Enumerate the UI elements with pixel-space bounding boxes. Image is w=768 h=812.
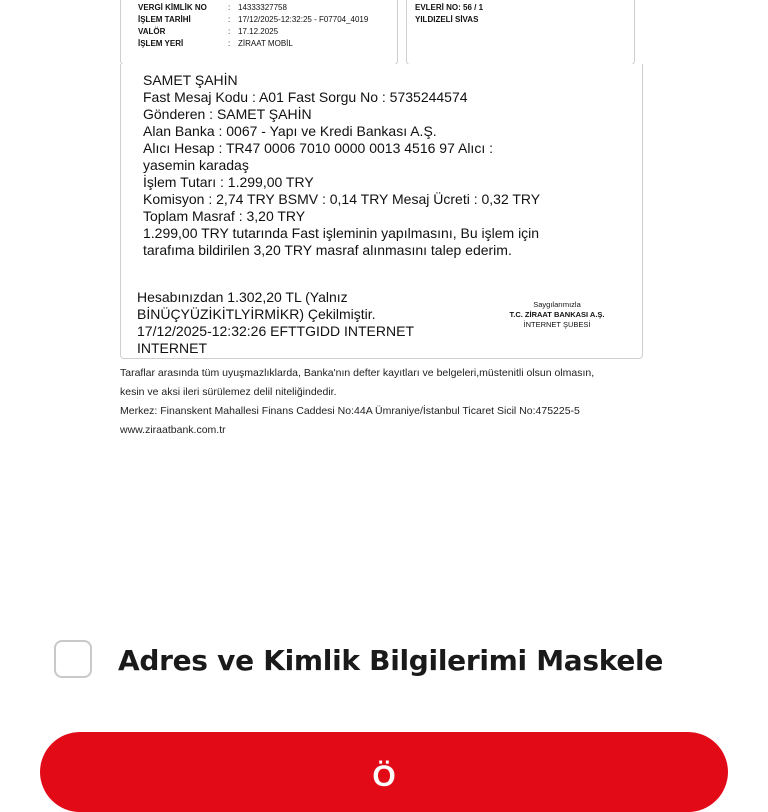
legal-address: Merkez: Finanskent Mahallesi Finans Caddesi No:44A Ümraniye/İstanbul Ticaret Sicil No:475225-5 (120, 405, 580, 417)
primary-action-button[interactable] (40, 732, 728, 812)
mask-info-label[interactable]: Adres ve Kimlik Bilgilerimi Maskele (118, 644, 664, 677)
info-colon: : (228, 3, 231, 12)
info-key: VERGİ KİMLİK NO (138, 3, 207, 12)
receipt-line: Komisyon : 2,74 TRY BSMV : 0,14 TRY Mesaj Ücreti : 0,32 TRY (143, 191, 541, 207)
debit-line: INTERNET (137, 340, 207, 356)
debit-line: 17/12/2025-12:32:26 EFTTGIDD INTERNET (137, 323, 414, 339)
info-key: VALÖR (138, 27, 166, 36)
mask-info-checkbox[interactable] (54, 640, 92, 678)
transaction-info-box (120, 0, 398, 65)
legal-text: kesin ve aksi ileri sürülemez delil niteliğindedir. (120, 386, 337, 398)
info-key: İŞLEM TARİHİ (138, 15, 191, 24)
info-colon: : (228, 27, 231, 36)
receipt-line: tarafıma bildirilen 3,20 TRY masraf alınmasını talep ederim. (143, 242, 512, 258)
receipt-line: İşlem Tutarı : 1.299,00 TRY (143, 174, 314, 190)
info-value: 17/12/2025-12:32:25 - F07704_4019 (238, 15, 369, 24)
info-value: ZİRAAT MOBİL (238, 39, 293, 48)
receipt-line: 1.299,00 TRY tutarında Fast işleminin yapılmasını, Bu işlem için (143, 225, 540, 241)
address-box (406, 0, 635, 65)
receipt-line: Gönderen : SAMET ŞAHİN (143, 106, 312, 122)
signature-branch: İNTERNET ŞUBESİ (523, 320, 591, 329)
debit-line: BİNÜÇYÜZİKİTLYİRMİKR) Çekilmiştir. (137, 306, 376, 322)
receipt-line: Fast Mesaj Kodu : A01 Fast Sorgu No : 5735244574 (143, 89, 468, 105)
receipt-line: Alıcı Hesap : TR47 0006 7010 0000 0013 4516 97 Alıcı : (143, 140, 493, 156)
receipt-body (120, 64, 643, 359)
receipt-line: Toplam Masraf : 3,20 TRY (143, 208, 306, 224)
debit-line: Hesabınızdan 1.302,20 TL (Yalnız (137, 289, 348, 305)
legal-text: Taraflar arasında tüm uyuşmazlıklarda, Banka'nın defter kayıtları ve belgeleri,müstenitli olsun olmasın, (120, 367, 595, 379)
signature-bank: T.C. ZİRAAT BANKASI A.Ş. (509, 310, 605, 319)
info-value: 17.12.2025 (238, 27, 279, 36)
bank-website-link: www.ziraatbank.com.tr (120, 424, 226, 436)
signature-greeting: Saygılarımızla (533, 300, 581, 309)
receipt-line: yasemin karadaş (143, 157, 249, 173)
receipt-line: Alan Banka : 0067 - Yapı ve Kredi Bankası A.Ş. (143, 123, 437, 139)
info-key: İŞLEM YERİ (138, 39, 184, 48)
info-value: 14333327758 (238, 3, 287, 12)
info-colon: : (228, 39, 231, 48)
primary-action-label: Ö (372, 760, 396, 793)
receipt-line: SAMET ŞAHİN (143, 72, 238, 88)
address-line: EVLERİ NO: 56 / 1 (415, 3, 484, 12)
address-line: YILDIZELİ SİVAS (415, 15, 479, 24)
info-colon: : (228, 15, 231, 24)
